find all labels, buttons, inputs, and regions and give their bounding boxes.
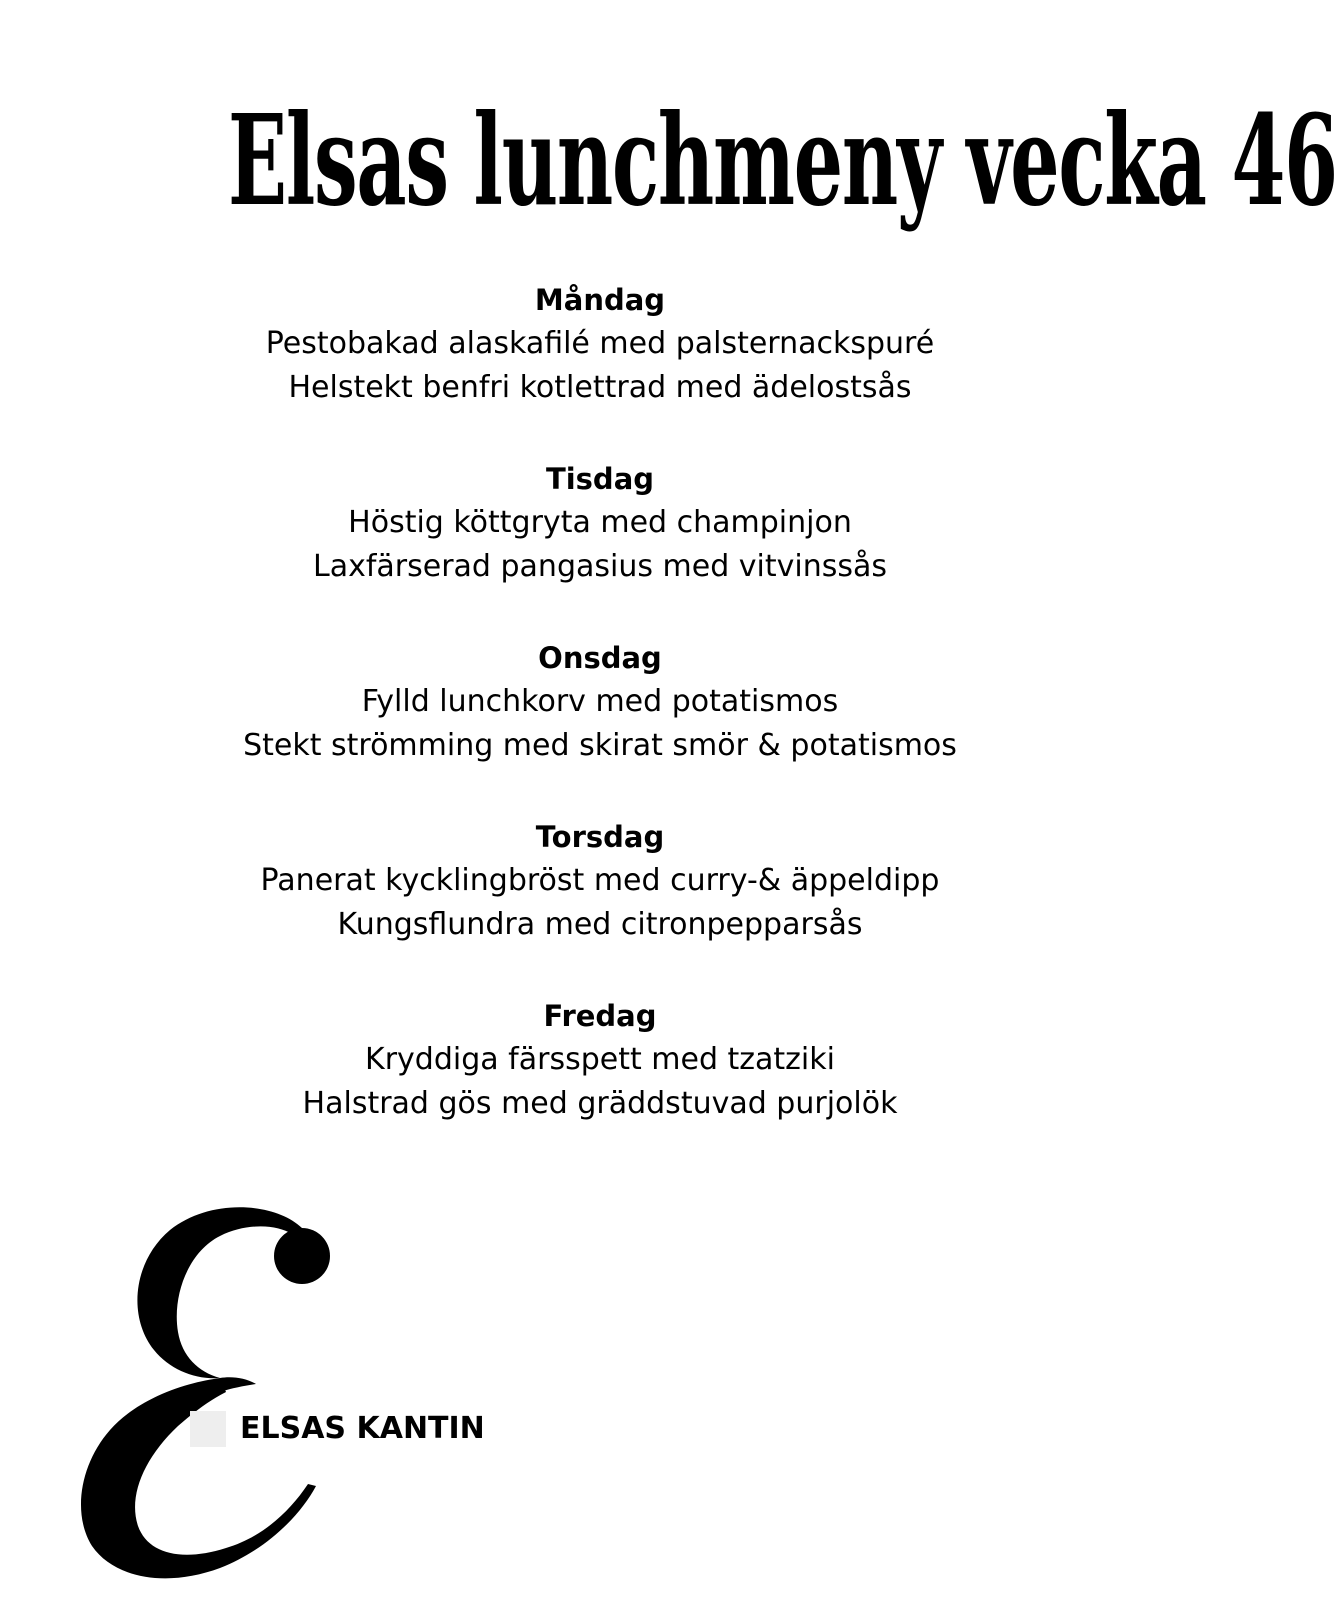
dish-item: Kryddiga färsspett med tzatziki xyxy=(365,1042,835,1077)
logo-text: ELSAS KANTIN xyxy=(240,1411,485,1446)
day-block-thursday xyxy=(0,815,1200,994)
day-name: Tisdag xyxy=(545,462,655,496)
logo-square xyxy=(190,1411,226,1447)
dish-item: Kungsflundra med citronpepparsås xyxy=(337,907,863,942)
dish-item: Höstig köttgryta med champinjon xyxy=(348,505,852,540)
page-title: Elsas lunchmeny vecka 46 xyxy=(228,88,1337,234)
day-name: Onsdag xyxy=(538,641,662,675)
dish-item: Panerat kycklingbröst med curry-& äppeldipp xyxy=(260,863,940,898)
dish-item: Fylld lunchkorv med potatismos xyxy=(361,684,839,719)
day-name: Fredag xyxy=(543,999,657,1033)
day-block-monday xyxy=(0,278,1200,457)
day-name: Måndag xyxy=(534,283,666,317)
dish-item: Stekt strömming med skirat smör & potatismos xyxy=(243,728,957,763)
day-block-friday xyxy=(0,994,1200,1173)
day-name: Torsdag xyxy=(535,820,665,854)
dish-item: Helstekt benfri kotlettrad med ädelostsås xyxy=(288,370,912,405)
dish-item: Laxfärserad pangasius med vitvinssås xyxy=(312,549,887,584)
weekly-menu xyxy=(0,278,1200,1173)
day-block-tuesday xyxy=(0,457,1200,636)
day-block-wednesday xyxy=(0,636,1200,815)
dish-item: Halstrad gös med gräddstuvad purjolök xyxy=(302,1086,898,1121)
dish-item: Pestobakad alaskafilé med palsternackspuré xyxy=(265,326,935,361)
script-e-logo-icon xyxy=(70,1200,370,1580)
